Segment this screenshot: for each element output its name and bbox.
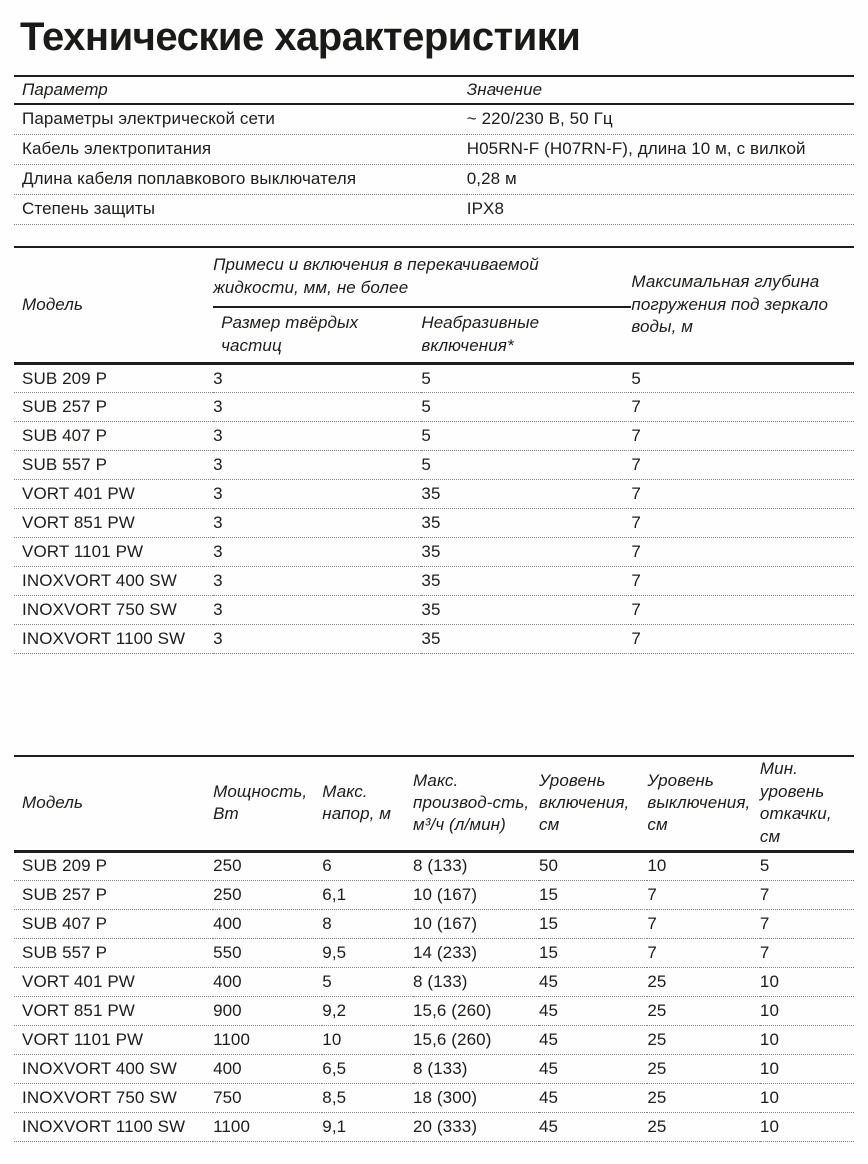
row-label-cell: VORT 401 PW (14, 967, 213, 996)
row-label-cell: INOXVORT 400 SW (14, 1054, 213, 1083)
row-label-cell: SUB 257 P (14, 393, 213, 422)
col-header-power: Мощность, Вт (213, 756, 322, 851)
value-cell: 35 (421, 538, 631, 567)
table-row (14, 164, 854, 194)
table-row (14, 851, 854, 880)
row-label-cell: SUB 557 P (14, 938, 213, 967)
value-cell: 3 (213, 393, 421, 422)
table-row (14, 1025, 854, 1054)
value-cell: IPX8 (467, 194, 854, 224)
row-label-cell: SUB 407 P (14, 909, 213, 938)
table-row (14, 880, 854, 909)
value-cell: H05RN-F (H07RN-F), длина 10 м, с вилкой (467, 134, 854, 164)
value-cell: 250 (213, 851, 322, 880)
value-cell: 6,1 (322, 880, 413, 909)
row-label-cell: VORT 851 PW (14, 996, 213, 1025)
row-label-cell: VORT 1101 PW (14, 538, 213, 567)
value-cell: 10 (760, 1025, 854, 1054)
col-header-switch-on-level: Уровень включения, см (539, 756, 647, 851)
value-cell: 3 (213, 596, 421, 625)
value-cell: 35 (421, 625, 631, 654)
value-cell: 3 (213, 364, 421, 393)
table-row (14, 104, 854, 134)
value-cell: 7 (760, 880, 854, 909)
value-cell: 3 (213, 480, 421, 509)
table-row (14, 625, 854, 654)
row-label-cell: INOXVORT 750 SW (14, 1083, 213, 1112)
row-label-cell: INOXVORT 750 SW (14, 596, 213, 625)
impurities-depth-table (14, 246, 854, 655)
value-cell: 7 (760, 938, 854, 967)
value-cell: 7 (631, 480, 854, 509)
table-row (14, 967, 854, 996)
col-header-max-depth: Максимальная глубина погружения под зеркало воды, м (631, 247, 854, 364)
value-cell: 400 (213, 967, 322, 996)
value-cell: 1100 (213, 1112, 322, 1141)
value-cell: 7 (631, 509, 854, 538)
value-cell: 10 (760, 967, 854, 996)
value-cell: 7 (631, 567, 854, 596)
value-cell: 15 (539, 938, 647, 967)
value-cell: 9,5 (322, 938, 413, 967)
value-cell: 20 (333) (413, 1112, 539, 1141)
table-row (14, 567, 854, 596)
value-cell: 15 (539, 880, 647, 909)
value-cell: 25 (647, 1083, 760, 1112)
value-cell: 35 (421, 509, 631, 538)
col-header-parameter: Параметр (14, 76, 467, 104)
header-row-top (14, 247, 854, 307)
value-cell: 8 (133) (413, 851, 539, 880)
value-cell: 45 (539, 1112, 647, 1141)
value-cell: 0,28 м (467, 164, 854, 194)
value-cell: 750 (213, 1083, 322, 1112)
table-row (14, 509, 854, 538)
table-row (14, 1083, 854, 1112)
row-label-cell: SUB 257 P (14, 880, 213, 909)
value-cell: 7 (647, 938, 760, 967)
col-header-model: Модель (14, 756, 213, 851)
value-cell: 900 (213, 996, 322, 1025)
value-cell: 8,5 (322, 1083, 413, 1112)
value-cell: 7 (647, 909, 760, 938)
page-title: Технические характеристики (20, 15, 581, 59)
value-cell: 7 (631, 393, 854, 422)
col-header-model: Модель (14, 247, 213, 364)
value-cell: 400 (213, 1054, 322, 1083)
table-row (14, 938, 854, 967)
value-cell: 7 (647, 880, 760, 909)
value-cell: 3 (213, 451, 421, 480)
value-cell: 5 (631, 364, 854, 393)
value-cell: 15 (539, 909, 647, 938)
row-label-cell: Степень защиты (14, 194, 467, 224)
value-cell: 10 (647, 851, 760, 880)
value-cell: 7 (760, 909, 854, 938)
row-label-cell: INOXVORT 1100 SW (14, 1112, 213, 1141)
performance-table (14, 755, 854, 1142)
value-cell: 8 (133) (413, 1054, 539, 1083)
value-cell: 6,5 (322, 1054, 413, 1083)
value-cell: 45 (539, 1025, 647, 1054)
value-cell: 3 (213, 509, 421, 538)
general-params-header (14, 76, 854, 104)
row-label-cell: SUB 209 P (14, 851, 213, 880)
value-cell: 5 (421, 422, 631, 451)
value-cell: 10 (760, 1112, 854, 1141)
value-cell: 18 (300) (413, 1083, 539, 1112)
value-cell: 550 (213, 938, 322, 967)
row-label-cell: SUB 209 P (14, 364, 213, 393)
header-row (14, 756, 854, 851)
table-row (14, 1054, 854, 1083)
row-label-cell: Длина кабеля поплавкового выключателя (14, 164, 467, 194)
table-row (14, 1112, 854, 1141)
col-header-solid-particles: Размер твёрдых частиц (213, 307, 421, 364)
value-cell: 25 (647, 967, 760, 996)
row-label-cell: VORT 401 PW (14, 480, 213, 509)
col-header-max-head: Макс. напор, м (322, 756, 413, 851)
table-row (14, 596, 854, 625)
table-row (14, 393, 854, 422)
value-cell: 50 (539, 851, 647, 880)
row-label-cell: INOXVORT 1100 SW (14, 625, 213, 654)
value-cell: 14 (233) (413, 938, 539, 967)
value-cell: 8 (133) (413, 967, 539, 996)
value-cell: 15,6 (260) (413, 996, 539, 1025)
general-params-table (14, 75, 854, 225)
value-cell: 3 (213, 538, 421, 567)
value-cell: 45 (539, 1054, 647, 1083)
performance-body (14, 851, 854, 1141)
value-cell: 5 (421, 451, 631, 480)
impurities-depth-body (14, 364, 854, 654)
value-cell: 25 (647, 1025, 760, 1054)
row-label-cell: SUB 557 P (14, 451, 213, 480)
general-params-body (14, 104, 854, 224)
value-cell: 25 (647, 1054, 760, 1083)
header-row (14, 76, 854, 104)
col-header-impurities-group: Примеси и включения в перекачиваемой жидкости, мм, не более (213, 247, 631, 307)
table-row (14, 996, 854, 1025)
value-cell: 45 (539, 996, 647, 1025)
table-row (14, 194, 854, 224)
value-cell: 15,6 (260) (413, 1025, 539, 1054)
row-label-cell: VORT 851 PW (14, 509, 213, 538)
value-cell: 9,1 (322, 1112, 413, 1141)
value-cell: 250 (213, 880, 322, 909)
value-cell: 10 (167) (413, 909, 539, 938)
col-header-non-abrasive: Неабразивные включения* (421, 307, 631, 364)
row-label-cell: INOXVORT 400 SW (14, 567, 213, 596)
table-row (14, 422, 854, 451)
value-cell: 5 (421, 364, 631, 393)
value-cell: 400 (213, 909, 322, 938)
value-cell: 3 (213, 422, 421, 451)
value-cell: 10 (760, 996, 854, 1025)
table-row (14, 480, 854, 509)
table-row (14, 538, 854, 567)
value-cell: 45 (539, 967, 647, 996)
value-cell: 25 (647, 1112, 760, 1141)
value-cell: 10 (760, 1083, 854, 1112)
value-cell: 6 (322, 851, 413, 880)
value-cell: 10 (760, 1054, 854, 1083)
value-cell: 45 (539, 1083, 647, 1112)
performance-header (14, 756, 854, 851)
value-cell: 10 (167) (413, 880, 539, 909)
value-cell: 25 (647, 996, 760, 1025)
col-header-switch-off-level: Уровень выключения, см (647, 756, 760, 851)
value-cell: 35 (421, 567, 631, 596)
impurities-depth-header (14, 247, 854, 364)
value-cell: 3 (213, 567, 421, 596)
value-cell: 1100 (213, 1025, 322, 1054)
row-label-cell: Кабель электропитания (14, 134, 467, 164)
row-label-cell: VORT 1101 PW (14, 1025, 213, 1054)
value-cell: 5 (322, 967, 413, 996)
value-cell: 7 (631, 625, 854, 654)
value-cell: 5 (421, 393, 631, 422)
table-row (14, 364, 854, 393)
value-cell: 35 (421, 596, 631, 625)
value-cell: 7 (631, 451, 854, 480)
value-cell: 10 (322, 1025, 413, 1054)
value-cell: 35 (421, 480, 631, 509)
value-cell: 7 (631, 422, 854, 451)
table-row (14, 451, 854, 480)
row-label-cell: SUB 407 P (14, 422, 213, 451)
row-label-cell: Параметры электрической сети (14, 104, 467, 134)
table-row (14, 134, 854, 164)
col-header-value: Значение (467, 76, 854, 104)
value-cell: 9,2 (322, 996, 413, 1025)
table-row (14, 909, 854, 938)
value-cell: 5 (760, 851, 854, 880)
col-header-max-flow: Макс. производ-сть, м³/ч (л/мин) (413, 756, 539, 851)
value-cell: ~ 220/230 В, 50 Гц (467, 104, 854, 134)
col-header-min-pump-level: Мин. уровень откачки, см (760, 756, 854, 851)
value-cell: 8 (322, 909, 413, 938)
value-cell: 3 (213, 625, 421, 654)
value-cell: 7 (631, 538, 854, 567)
value-cell: 7 (631, 596, 854, 625)
